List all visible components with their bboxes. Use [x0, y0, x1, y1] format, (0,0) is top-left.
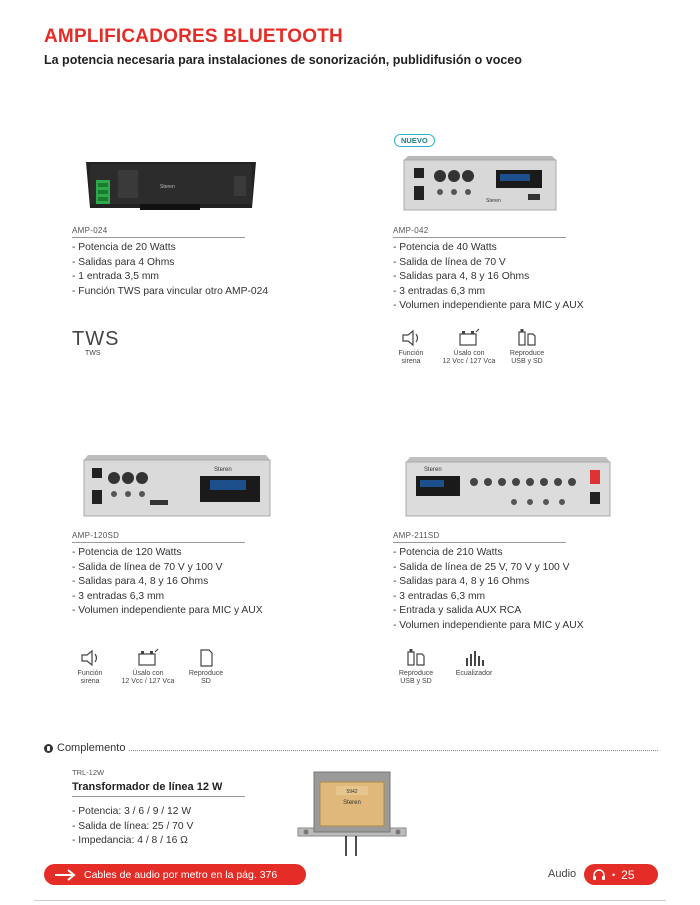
feature-item: - Potencia de 210 Watts: [393, 547, 503, 558]
page-separator: •: [612, 869, 616, 880]
feature-list: [72, 546, 372, 619]
feature-list: [72, 241, 372, 299]
amp-211sd-feature-icons: [387, 648, 503, 686]
new-badge: NUEVO: [394, 134, 435, 147]
complement-model: TRL-12W: [72, 768, 105, 777]
product-amp-211sd: [393, 531, 693, 634]
feature-icon-label: Úsalo con 12 Vcc / 127 Vca: [121, 670, 175, 685]
feature-item: - Salida de línea de 70 V: [393, 256, 506, 268]
page-subtitle: La potencia necesaria para instalaciones de sonorización, publidifusión o voceo: [44, 53, 522, 67]
feature-item: - Impedancia: 4 / 8 / 16 Ω: [72, 835, 188, 847]
feature-item: - 3 entradas 6,3 mm: [393, 285, 486, 297]
car-battery-icon: [458, 328, 480, 348]
feature-list: [393, 546, 693, 634]
feature-icon-item: [498, 328, 556, 366]
amp-024-brand: Steren: [160, 184, 175, 190]
amp-042-brand: Steren: [486, 198, 501, 204]
feature-icon-item: [177, 648, 235, 686]
feature-item: - Potencia de 120 Watts: [72, 547, 182, 558]
page-title: AMPLIFICADORES BLUETOOTH: [44, 26, 343, 47]
feature-item: - Volumen independiente para MIC y AUX: [393, 300, 584, 312]
transformer-brand: Steren: [343, 800, 361, 806]
speaker-icon: [400, 328, 422, 348]
product-amp-120sd: [72, 531, 372, 619]
feature-icon-label: Función sirena: [77, 670, 103, 685]
amp-120sd-feature-icons: [61, 648, 235, 686]
feature-item: - Salida de línea: 25 / 70 V: [72, 820, 194, 832]
amp-042-image: [400, 152, 560, 214]
dotted-leader: [129, 745, 658, 751]
feature-item: - Potencia: 3 / 6 / 9 / 12 W: [72, 806, 192, 817]
complement-heading-label: Complemento: [57, 742, 126, 754]
feature-item: - 3 entradas 6,3 mm: [72, 590, 165, 602]
transformer-image: [296, 766, 408, 858]
amp-211sd-image: [402, 454, 614, 522]
feature-item: - Salida de línea de 25 V, 70 V y 100 V: [393, 561, 570, 573]
transformer-code: 5942: [346, 789, 358, 795]
feature-item: - 1 entrada 3,5 mm: [72, 271, 159, 283]
complement-heading: [44, 742, 658, 754]
page-number: 25: [621, 867, 635, 882]
feature-icon-label: Reproduce SD: [188, 670, 224, 685]
section-label: Audio: [548, 868, 577, 880]
amp-211sd-brand: Steren: [424, 467, 442, 473]
product-model: AMP-120SD: [72, 531, 245, 543]
product-model: AMP-211SD: [393, 531, 566, 543]
feature-item: - 3 entradas 6,3 mm: [393, 590, 486, 602]
feature-item: - Salidas para 4, 8 y 16 Ohms: [393, 576, 530, 588]
feature-item: - Entrada y salida AUX RCA: [393, 605, 522, 617]
feature-icon-item: [440, 328, 498, 366]
car-battery-icon: [137, 648, 159, 668]
feature-list: [393, 241, 693, 314]
headphones-icon: [592, 868, 606, 881]
feature-item: - Salidas para 4, 8 y 16 Ohms: [72, 576, 209, 588]
tws-logo: TWS: [72, 328, 120, 350]
amp-120sd-image: [80, 452, 275, 522]
product-model: AMP-024: [72, 226, 245, 238]
amp-024-image: [80, 156, 262, 216]
sd-card-icon: [195, 648, 217, 668]
feature-icon-item: [119, 648, 177, 686]
feature-icon-item: [387, 648, 445, 686]
arrow-right-icon: [54, 869, 76, 881]
amp-042-feature-icons: [382, 328, 556, 366]
bottom-divider: [34, 900, 666, 901]
cables-link[interactable]: [44, 864, 306, 885]
feature-item: - Salidas para 4 Ohms: [72, 256, 175, 268]
feature-item: - Volumen independiente para MIC y AUX: [72, 605, 263, 617]
feature-icon-label: Función sirena: [398, 350, 424, 365]
complement-title: Transformador de línea 12 W: [72, 781, 245, 797]
complement-feature-list: [72, 805, 193, 849]
page-number-badge: [584, 864, 658, 885]
info-icon: [44, 744, 53, 753]
feature-item: - Función TWS para vincular otro AMP-024: [72, 285, 269, 297]
feature-icon-label: Úsalo con 12 Vcc / 127 Vca: [442, 350, 496, 365]
feature-icon-item: [382, 328, 440, 366]
equalizer-icon: [463, 648, 485, 668]
feature-icon-label: Reproduce USB y SD: [509, 350, 545, 365]
feature-icon-label: Ecualizador: [455, 670, 493, 677]
feature-item: - Salida de línea de 70 V y 100 V: [72, 561, 223, 573]
feature-icon-item: [445, 648, 503, 686]
feature-item: - Volumen independiente para MIC y AUX: [393, 619, 584, 631]
usb-sd-icon: [405, 648, 427, 668]
amp-120sd-brand: Steren: [214, 467, 232, 473]
usb-sd-icon: [516, 328, 538, 348]
product-amp-042: [393, 226, 693, 314]
feature-item: - Potencia de 40 Watts: [393, 242, 497, 253]
feature-icon-item: [61, 648, 119, 686]
tws-caption: TWS: [85, 350, 101, 357]
feature-item: - Potencia de 20 Watts: [72, 242, 176, 253]
feature-item: - Salidas para 4, 8 y 16 Ohms: [393, 271, 530, 283]
speaker-icon: [79, 648, 101, 668]
product-amp-024: [72, 226, 372, 299]
feature-icon-label: Reproduce USB y SD: [398, 670, 434, 685]
product-model: AMP-042: [393, 226, 566, 238]
cables-link-text: Cables de audio por metro en la pág. 376: [84, 868, 278, 881]
